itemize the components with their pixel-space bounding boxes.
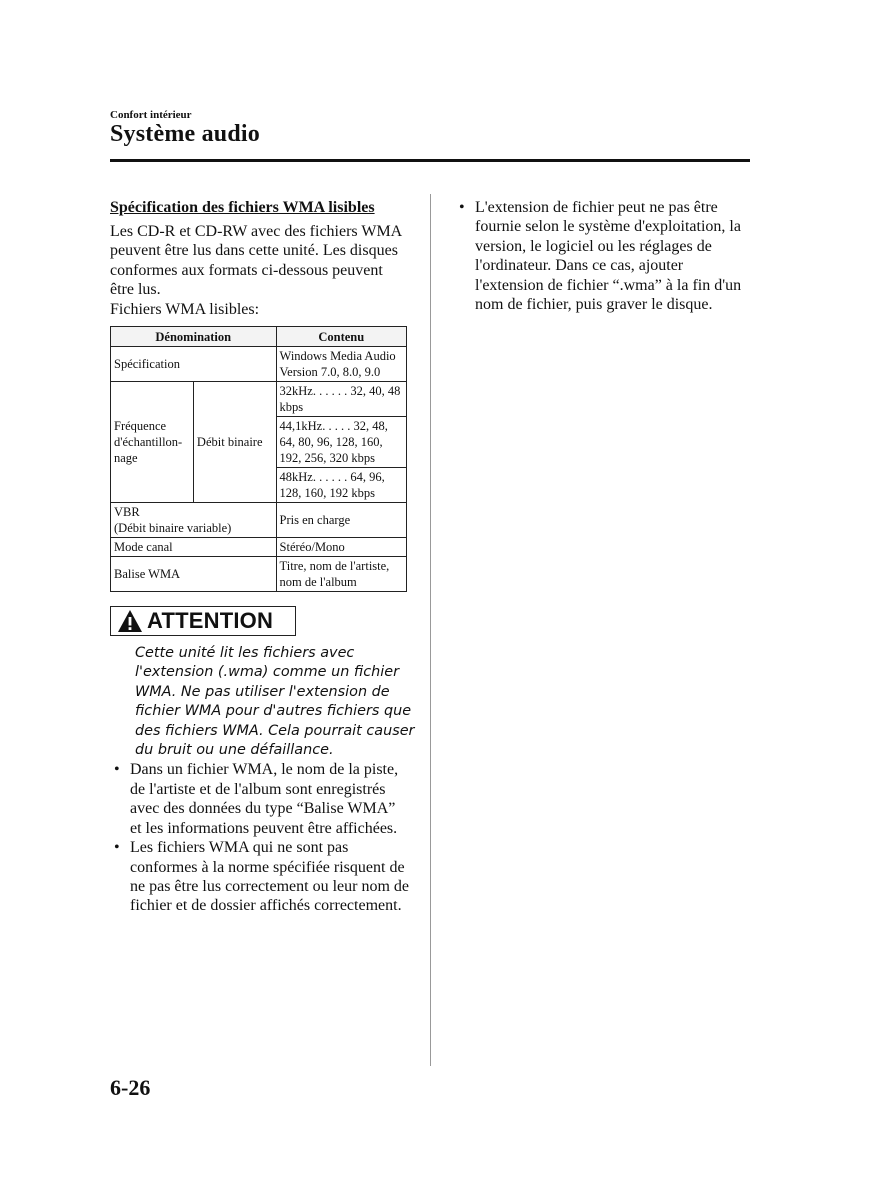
bullet-icon: • (114, 839, 120, 857)
cell-spec-label: Spécification (111, 347, 277, 382)
page-number: 6-26 (110, 1075, 151, 1100)
table-header-row (111, 327, 407, 347)
cell-spec-value: Windows Media Audio Version 7.0, 8.0, 9.0 (276, 347, 406, 382)
wma-spec-table (110, 326, 407, 592)
right-bullet-list (455, 198, 755, 314)
warning-triangle-icon (117, 609, 143, 633)
list-item-text: Les fichiers WMA qui ne sont pas conformes à la norme spécifiée risquent de ne pas être lus correctement ou leur nom de fichier et de dossier affichés correctement. (130, 839, 409, 915)
cell-freq-32: 32kHz. . . . . . 32, 40, 48 kbps (276, 382, 406, 417)
bullet-icon: • (459, 199, 465, 216)
section-heading: Spécification des fichiers WMA lisibles (110, 199, 375, 216)
header-contenu: Contenu (276, 327, 406, 347)
left-column (110, 198, 415, 916)
intro-paragraph: Les CD-R et CD-RW avec des fichiers WMA peuvent être lus dans cette unité. Les disques conformes aux formats ci-dessous peuvent être lus. (110, 223, 402, 299)
cell-vbr-label (111, 503, 277, 538)
vbr-label-line2: (Débit binaire variable) (114, 521, 232, 536)
cell-freq-44: 44,1kHz. . . . . 32, 48, 64, 80, 96, 128, 160, 192, 256, 320 kbps (276, 417, 406, 468)
attention-text: Cette unité lit les fichiers avec l'extension (.wma) comme un fichier WMA. Ne pas utiliser l'extension de fichier WMA pour d'autres fichiers que des fichiers WMA. Cela pourrait causer du bruit ou une défaillance. (135, 645, 415, 759)
list-item (455, 198, 755, 314)
attention-box (110, 606, 296, 636)
list-item (110, 838, 410, 916)
header-denomination: Dénomination (111, 327, 277, 347)
list-item-text: Dans un fichier WMA, le nom de la piste, de l'artiste et de l'album sont enregistrés avec des données du type “Balise WMA” et les informations peuvent être affichées. (130, 761, 399, 837)
table-row (111, 538, 407, 557)
cell-mode-label: Mode canal (111, 538, 277, 557)
bullet-icon: • (114, 761, 120, 779)
table-row (111, 557, 407, 592)
cell-tag-value: Titre, nom de l'artiste, nom de l'album (276, 557, 406, 592)
table-row (111, 382, 407, 417)
cell-bitrate-label: Débit binaire (193, 382, 276, 503)
title-rule (110, 159, 750, 162)
list-item-text: L'extension de fichier peut ne pas être fournie selon le système d'exploitation, la version, le logiciel ou les réglages de l'ordinateur. Dans ce cas, ajouter l'extension de fichier “.wma” à la fin d'un nom de fichier, puis graver le disque. (475, 199, 742, 314)
section-label: Confort intérieur (110, 109, 192, 121)
cell-vbr-value: Pris en charge (276, 503, 406, 538)
table-row (111, 503, 407, 538)
left-bullet-list (110, 760, 410, 915)
cell-freq-label: Fréquence d'échantillon-nage (111, 382, 194, 503)
table-row (111, 347, 407, 382)
column-divider (430, 194, 431, 1066)
vbr-label-line1: VBR (114, 505, 140, 520)
attention-label: ATTENTION (147, 608, 274, 634)
cell-freq-48: 48kHz. . . . . . 64, 96, 128, 160, 192 kbps (276, 468, 406, 503)
cell-mode-value: Stéréo/Mono (276, 538, 406, 557)
cell-tag-label: Balise WMA (111, 557, 277, 592)
list-item (110, 760, 410, 838)
page-title: Système audio (110, 121, 260, 147)
right-column (455, 198, 755, 314)
table-label: Fichiers WMA lisibles: (110, 300, 260, 318)
